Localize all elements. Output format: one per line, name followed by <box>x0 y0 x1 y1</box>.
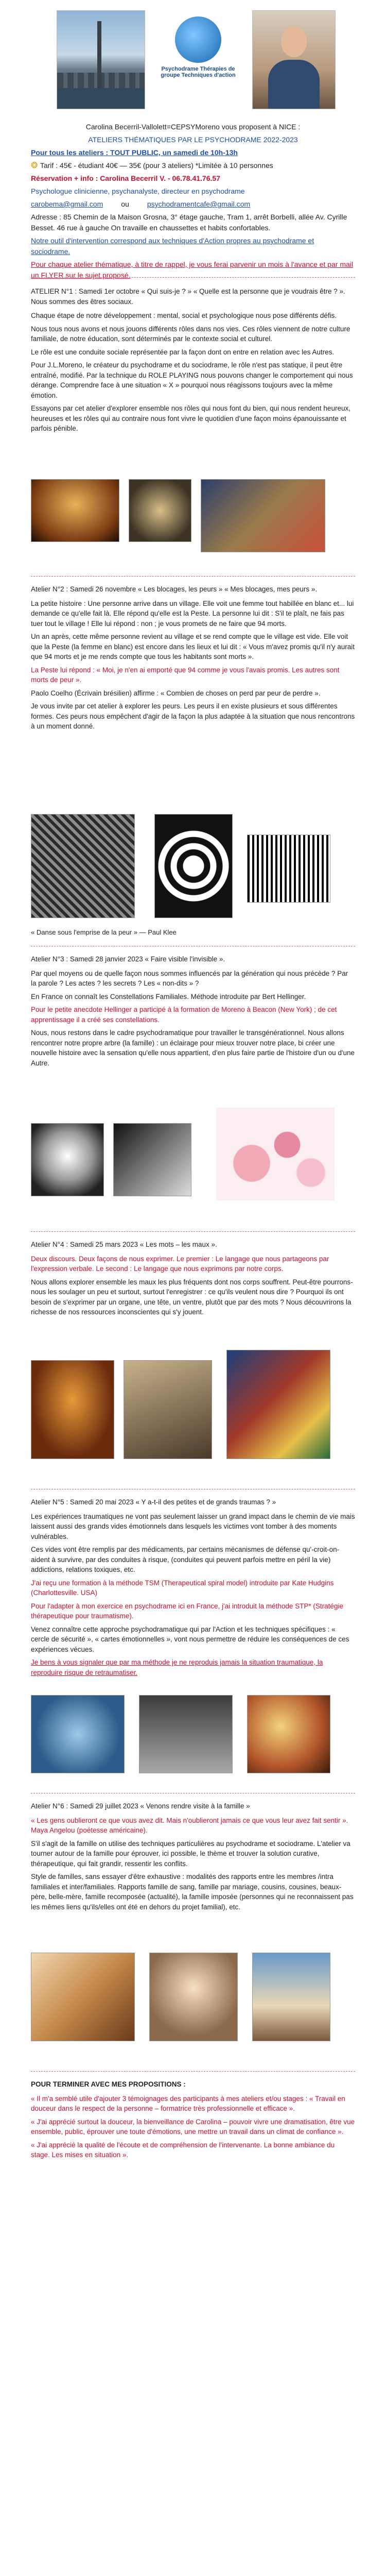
atelier-2-caption: « Danse sous l'emprise de la peur » — Paul Klee <box>31 928 177 936</box>
closing-title: POUR TERMINER AVEC MES PROPOSITIONS : <box>31 2080 186 2088</box>
atelier-4-title: Atelier N°4 : Samedi 25 mars 2023 « Les mots – les maux ». <box>31 1241 217 1248</box>
silhouette-image <box>113 1123 191 1196</box>
atelier-3-title: Atelier N°3 : Samedi 28 janvier 2023 « Faire visible l'invisible ». <box>31 955 225 963</box>
family-image-1 <box>31 1953 135 2041</box>
intro-section <box>31 122 355 283</box>
atelier-5-p2: Ces vides vont être remplis par des médicaments, par certains mécanismes de défense qu'-croit-on- aident à survivre, par des conduites à risque, (conduites qui peuvent parfois mettre en péril la vie) addictions, relations toxiques, etc. <box>31 1546 340 1573</box>
atelier-1-p2: Nous tous nous avons et nous jouons différents rôles dans nos vies. Ces rôles viennent de notre culture familiale, de notre éducation, sont déterminés par le contexte social et culturel. <box>31 325 350 343</box>
atelier-1-title: ATELIER N°1 : Samedi 1er octobre « Qui suis-je ? » « Quelle est la personne que je voudrais être ? ». Nous sommes des êtres sociaux. <box>31 287 345 306</box>
intro-emails <box>31 199 355 210</box>
atelier-3-p1: Par quel moyens ou de quelle façon nous sommes influencés par la génération qui nous précède ? Par la parole ? Les actes ? les secrets ? Les « non-dits » ? <box>31 969 348 987</box>
atelier-5-title: Atelier N°5 : Samedi 20 mai 2023 « Y a-t-il des petites et de grands traumas ? » <box>31 1498 276 1506</box>
cepsy-logo <box>160 16 237 104</box>
atelier-6-section <box>31 1801 355 1915</box>
atelier-3-p2: En France on connaît les Constellations Familiales. Méthode introduite par Bert Hellinger. <box>31 992 306 1001</box>
email-or: ou <box>121 200 129 208</box>
trauma-image-1 <box>31 1695 125 1773</box>
klee-painting-image <box>31 814 135 918</box>
dancers-image-2 <box>129 479 191 542</box>
family-image-2 <box>149 1953 238 2041</box>
stripes-image <box>247 835 330 903</box>
atelier-5-p5: Venez connaître cette approche psychodramatique qui par l'Action et les techniques spécifiques : « cercle de sécurité », « cartes émotionnelles », vont nous permettre de réduire les conséquences de ces expériences vécues. <box>31 1625 349 1653</box>
facilitator-photo <box>252 10 336 109</box>
atelier-2-p5: Je vous invite par cet atelier à explorer les peurs. Les peurs il en existe plusieurs et sous différentes formes. Ces peurs nous empêchent d'agir de la façon la plus adaptée à la situation que nous rencontrons à un moment donné. <box>31 702 355 730</box>
atelier-5-p6: Je bens à vous signaler que par ma méthode je ne reproduis jamais la situation traumatique, la reproduire risque de retraumatiser. <box>31 1658 323 1676</box>
atelier-1-p4: Pour J.L.Moreno, le créateur du psychodrame et du sociodrame, le rôle n'est pas statique, il peut être entraîné, modifié. Par la technique du ROLE PLAYING nous pouvons changer le comportement qui nous dérange. Comprendre face à une situation « X » pourquoi nous réagissons toujours avec la même émotion. <box>31 361 353 399</box>
body-art-image-2 <box>124 1360 212 1459</box>
closing-section <box>31 2079 355 2163</box>
logo-text: Psychodrame Thérapies de groupe Techniques d'action <box>161 66 236 78</box>
atelier-2-title: Atelier N°2 : Samedi 26 novembre « Les blocages, les peurs » « Mes blocages, mes peurs ». <box>31 585 318 593</box>
atelier-5-p4: Pour l'adapter à mon exercice en psychodrame ici en France, j'ai introduit la méthode STP* (Stratégie thérapeutique pour traumatisme). <box>31 1602 343 1620</box>
intro-line2: ATELIERS THÉMATIQUES PAR LE PSYCHODRAME 2022-2023 <box>88 135 298 144</box>
euro-icon: ❂ <box>31 161 40 170</box>
divider <box>31 277 355 278</box>
atelier-2-p2: Un an après, cette même personne revient au village et se rend compte que le village est vide. Elle voit que la Peste (la femme en blanc) est encore dans les lieux et lui dit : « Vous m'avez promis qu'il n'y aurait que 94 morts et je me rends compte que tous les habitants sont morts ». <box>31 633 355 660</box>
email-link-1[interactable]: carobema@gmail.com <box>31 200 103 208</box>
intro-adresse: Adresse : 85 Chemin de la Maison Grosna, 3° étage gauche, Tram 1, arrêt Borbelli, allée Av. Cyrille Besset. 46 rue à gauche On travaille en chaussettes et habits confortables. <box>31 213 347 232</box>
masks-painting-image <box>201 479 325 552</box>
atelier-5-p1: Les expériences traumatiques ne vont pas seulement laisser un grand impact dans le chemin de vie mais laissent aussi des grands vides émotionnels dans lesquels les victimes vont tomber à des moments vulnérables. <box>31 1512 355 1540</box>
body-art-image-1 <box>31 1360 114 1459</box>
header-images <box>57 6 335 114</box>
atelier-5-section <box>31 1497 355 1681</box>
intro-note2: Pour chaque atelier thématique, à titre de rappel, je vous ferai parvenir un mois à l'avance et par mail un FLYER sur le sujet proposé. <box>31 260 354 279</box>
atelier-4-p1: Deux discours. Deux façons de nous exprimer. Le premier : Le langage que nous partageons par l'expression verbale. Le second : Le langage que nous exprimons par notre corps. <box>31 1255 329 1273</box>
email-link-2[interactable]: psychodramentcafe@gmail.com <box>147 200 251 208</box>
atelier-3-section <box>31 954 355 1071</box>
intro-public: Pour tous les ateliers : TOUT PUBLIC, un samedi de 10h-13h <box>31 148 238 157</box>
trauma-image-2 <box>139 1695 233 1773</box>
intro-role: Psychologue clinicienne, psychanalyste, directeur en psychodrame <box>31 187 245 195</box>
closing-p3: « J'ai apprécié la qualité de l'écoute et de compréhension de l'intervenante. La bonne ambiance du stage. Les mises en situation ». <box>31 2141 335 2159</box>
divider <box>31 2071 355 2072</box>
atelier-1-p1: Chaque étape de notre développement : mental, social et psychologique nous pose différents défis. <box>31 312 337 319</box>
atelier-3-p4: Nous, nous restons dans le cadre psychodramatique pour travailler le transgénérationnel. Nous allons rencontrer notre propre arbre (la famille) : un éclairage pour mieux trouver notre place, bi créer une nouvelle histoire avec la sensation qu'elle nous appartient, d'en plus faire partie de l'histoire d'un ou d'une Autre. <box>31 1029 355 1067</box>
atelier-5-p3: J'ai reçu une formation à la méthode TSM (Therapeutical spiral model) introduite par Kate Hudgins (Charlottesville. USA) <box>31 1579 334 1597</box>
atelier-2-p3: La Peste lui répond : « Moi, je n'en ai emporté que 94 comme je vous l'avais promis. Les autres sont morts de peur ». <box>31 666 340 684</box>
trauma-image-3 <box>247 1695 330 1773</box>
atelier-4-section <box>31 1240 355 1320</box>
closing-p1: « Il m'a semblé utile d'ajouter 3 témoignages des participants à mes ateliers et/ou stages : « Travail en douceur dans le respect de la personne – formatrice très professionnelle et efficace ». <box>31 2094 345 2112</box>
atelier-6-p2: S'il s'agit de la famille on utilise des techniques particulières au psychodrame et sociodrame. L'atelier va tourner autour de la famille pour éprouver, ici possible, le thème et trouver la solution curative, thérapeutique, qui fait grandir, ressentir les conflits. <box>31 1839 350 1868</box>
atelier-2-p4: Paolo Coelho (Écrivain brésilien) affirme : « Combien de choses on perd par peur de perdre ». <box>31 689 321 697</box>
logo-emblem-icon <box>175 16 221 63</box>
atelier-4-p2: Nous allons explorer ensemble les maux les plus fréquents dont nos corps souffrent. Peut-être pourrons-nous les soulager un peu et surtout, surtout l'enregistrer : ce qu'ils veulent nous dire ? Pourquoi ils ont besoin de s'exprimer par un organe, une tête, un ventre, plutôt que par des mots ? Nous découvrirons la richesse de nos ressources inconscientes qui s'y jouent. <box>31 1278 353 1316</box>
family-image-3 <box>252 1953 330 2041</box>
atelier-6-title: Atelier N°6 : Samedi 29 juillet 2023 « Venons rendre visite à la famille » <box>31 1802 250 1810</box>
optical-illusion-image <box>154 814 233 918</box>
atelier-1-section <box>31 286 355 437</box>
intro-line1: Carolina Becerril-Vallolett=CEPSYMoreno vous proposent à NICE : <box>85 123 301 131</box>
dancers-image-1 <box>31 479 119 542</box>
nice-city-photo <box>57 10 145 109</box>
colorful-painting-image <box>226 1350 330 1459</box>
intro-reservation: Réservation + info : Carolina Becerril V. - 06.78.41.76.57 <box>31 174 220 182</box>
cherry-blossom-image <box>216 1108 335 1200</box>
atelier-3-p3: Pour le petite anecdote Hellinger a participé à la formation de Moreno à Beacon (New York) ; de cet apprentissage il a créé ses constellations. <box>31 1006 337 1024</box>
tarif-text: Tarif : 45€ - étudiant 40€ — 35€ (pour 3 ateliers) *Limitée à 10 personnes <box>40 161 273 170</box>
divider <box>31 576 355 577</box>
intro-tarif <box>31 160 355 171</box>
hands-image <box>31 1123 104 1196</box>
divider <box>31 1231 355 1232</box>
atelier-2-p1: La petite histoire : Une personne arrive dans un village. Elle voit une femme tout habillée en blanc et... lui demande ce qu'elle fait là. Elle répond qu'elle est la Peste. La personne lui dit : S'il te plaît, ne fais pas tuer tout le village ! Elle lui répond : non ; je vous promets de ne faire que 94 morts. <box>31 599 354 628</box>
atelier-1-p5: Essayons par cet atelier d'explorer ensemble nos rôles qui nous font du bien, qui nous rendent heureux, heureuses et les rôles qui au contraire nous font vivre le quotidien d'une façon moins épanouissante et parfois pénible. <box>31 404 350 432</box>
closing-p2: « J'ai apprécié surtout la douceur, la bienveillance de Carolina – pouvoir vivre une dramatisation, être vue ensemble, public, éprouver une toute d'émotions, une mettre un travail dans un climat de confiance ». <box>31 2117 355 2136</box>
atelier-2-section <box>31 584 355 735</box>
atelier-6-p3: Style de familles, sans essayer d'être exhaustive : modalités des rapports entre les membres /intra familiales et inter/familiales. Rapports famille de sang, famille par mariage, cousins, cousines, beaux-père, belle-mère, famille recomposée (actualité), la famille imposée (personnes qui ne reconnaissent pas les mêmes liens qu'ils/elles ont été en dehors du projet familial), etc. <box>31 1873 354 1911</box>
intro-note1: Notre outil d'intervention correspond aux techniques d'Action propres au psychodrame et sociodrame. <box>31 236 314 256</box>
atelier-6-p1: « Les gens oublieront ce que vous avez dit. Mais n'oublieront jamais ce que vous leur avez fait sentir ». Maya Angelou (poétesse américaine). <box>31 1816 348 1834</box>
atelier-1-p3: Le rôle est une conduite sociale représentée par la façon dont on entre en relation avec les Autres. <box>31 348 335 356</box>
